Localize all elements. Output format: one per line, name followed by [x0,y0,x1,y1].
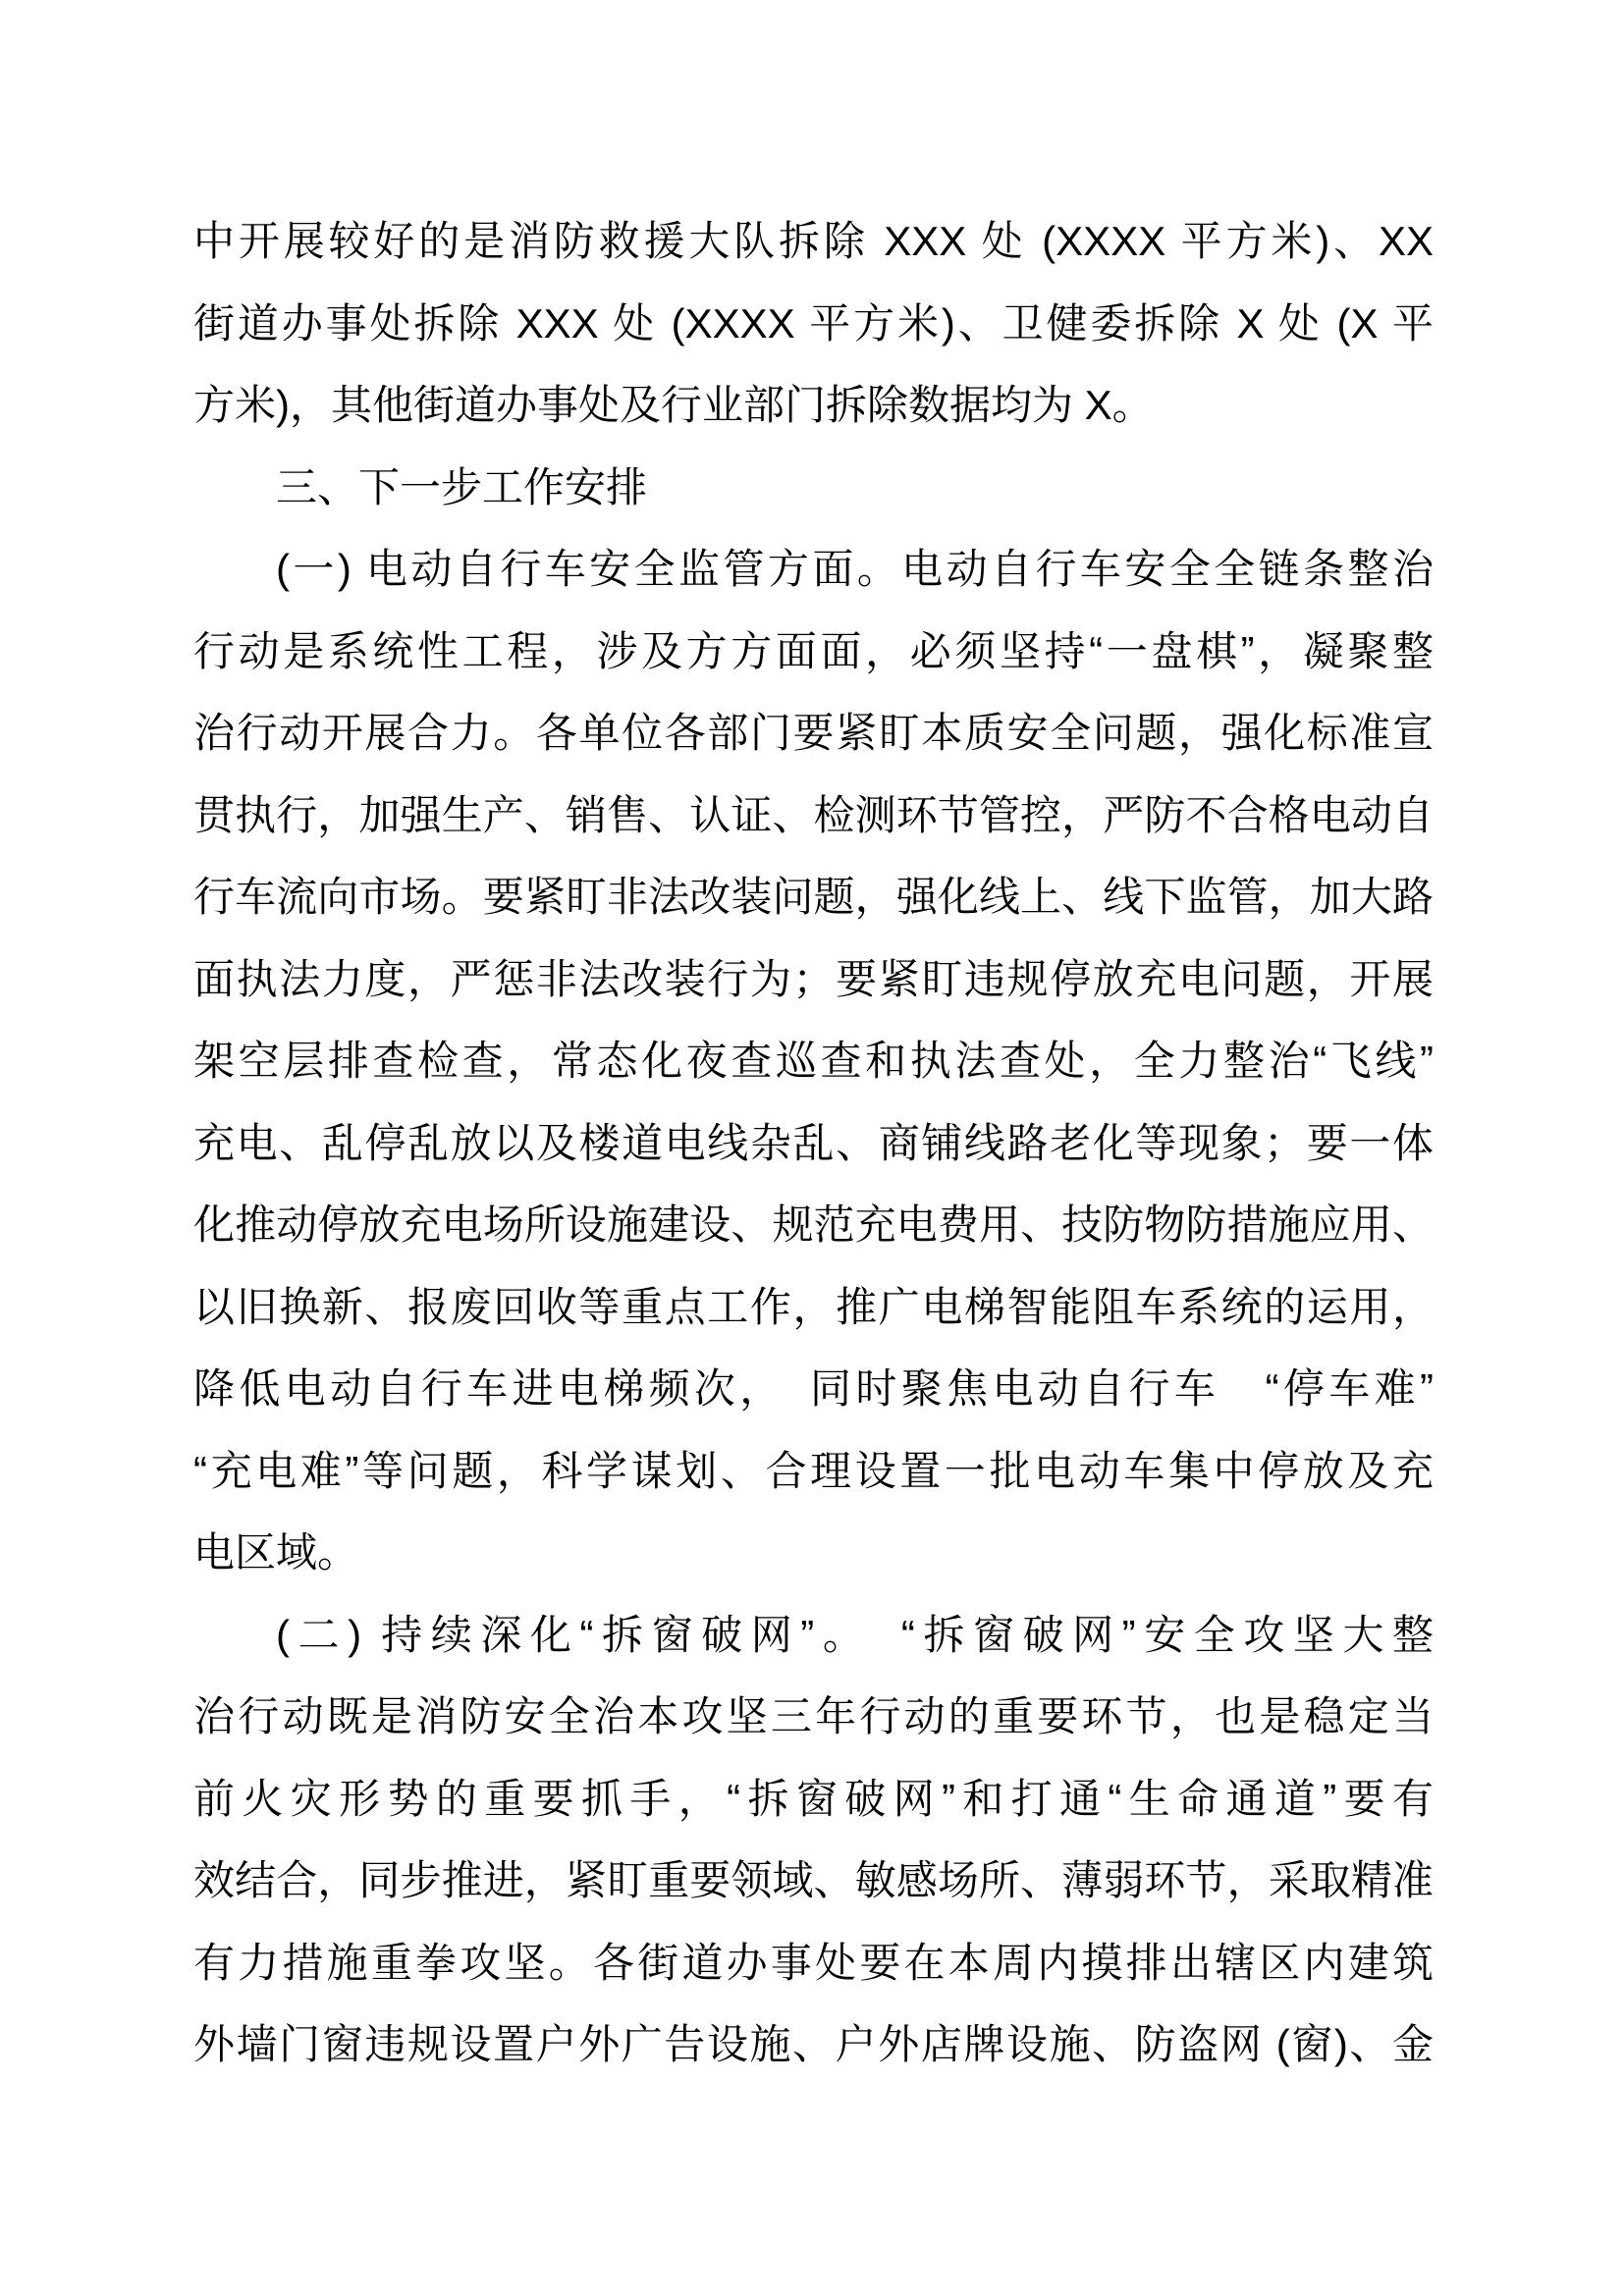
document-body [193,200,1434,2086]
text-line: 架空层排查检查，常态化夜查巡查和执法查处，全力整治“飞线” [193,1038,1434,1084]
text-line: (一) 电动自行车安全监管方面。电动自行车安全全链条整治 [276,546,1434,592]
text-line: 街道办事处拆除 XXX 处 (XXXX 平方米)、卫健委拆除 X 处 (X 平 [193,299,1434,347]
text-line: 效结合，同步推进，紧盯重要领域、敏感场所、薄弱环节，采取精准 [193,1857,1434,1903]
text-line: 以旧换新、报废回收等重点工作，推广电梯智能阻车系统的运用， [193,1283,1434,1330]
section-heading-next-steps [193,447,1434,529]
text-line: 方米)，其他街道办事处及行业部门拆除数据均为 X。 [193,382,1154,428]
text-line: 前火灾形势的重要抓手，“拆窗破网”和打通“生命通道”要有 [193,1775,1434,1822]
text-line: 治行动既是消防安全治本攻坚三年行动的重要环节，也是稳定当 [193,1693,1434,1739]
paragraph-continued [193,200,1434,447]
heading-line: 三、下一步工作安排 [276,463,648,510]
text-line: “充电难”等问题，科学谋划、合理设置一批电动车集中停放及充 [193,1447,1434,1494]
paragraph-ebike-safety-supervision [193,528,1434,1594]
text-line: 降低电动自行车进电梯频次， 同时聚焦电动自行车 “停车难” [193,1365,1434,1412]
text-line: 行车流向市场。要紧盯非法改装问题，强化线上、线下监管，加大路 [193,874,1434,920]
text-line: 面执法力度，严惩非法改装行为；要紧盯违规停放充电问题，开展 [193,955,1434,1002]
text-line: 化推动停放充电场所设施建设、规范充电费用、技防物防措施应用、 [193,1201,1434,1248]
text-line: 行动是系统性工程，涉及方方面面，必须坚持“一盘棋”，凝聚整 [193,627,1434,674]
text-line: 充电、乱停乱放以及楼道电线杂乱、商铺线路老化等现象；要一体 [193,1119,1434,1166]
text-line: 中开展较好的是消防救援大队拆除 XXX 处 (XXXX 平方米)、XX [193,218,1434,264]
text-line: 治行动开展合力。各单位各部门要紧盯本质安全问题，强化标准宣 [193,710,1434,756]
text-line: (二) 持续深化“拆窗破网”。 “拆窗破网”安全攻坚大整 [276,1611,1434,1658]
paragraph-window-net-removal [193,1594,1434,2086]
text-line: 外墙门窗违规设置户外广告设施、户外店牌设施、防盗网 (窗)、金 [193,2021,1434,2067]
text-line: 电区域。 [193,1529,359,1575]
text-line: 贯执行，加强生产、销售、认证、检测环节管控，严防不合格电动自 [193,791,1434,838]
text-line: 有力措施重拳攻坚。各街道办事处要在本周内摸排出辖区内建筑 [193,1939,1434,1986]
